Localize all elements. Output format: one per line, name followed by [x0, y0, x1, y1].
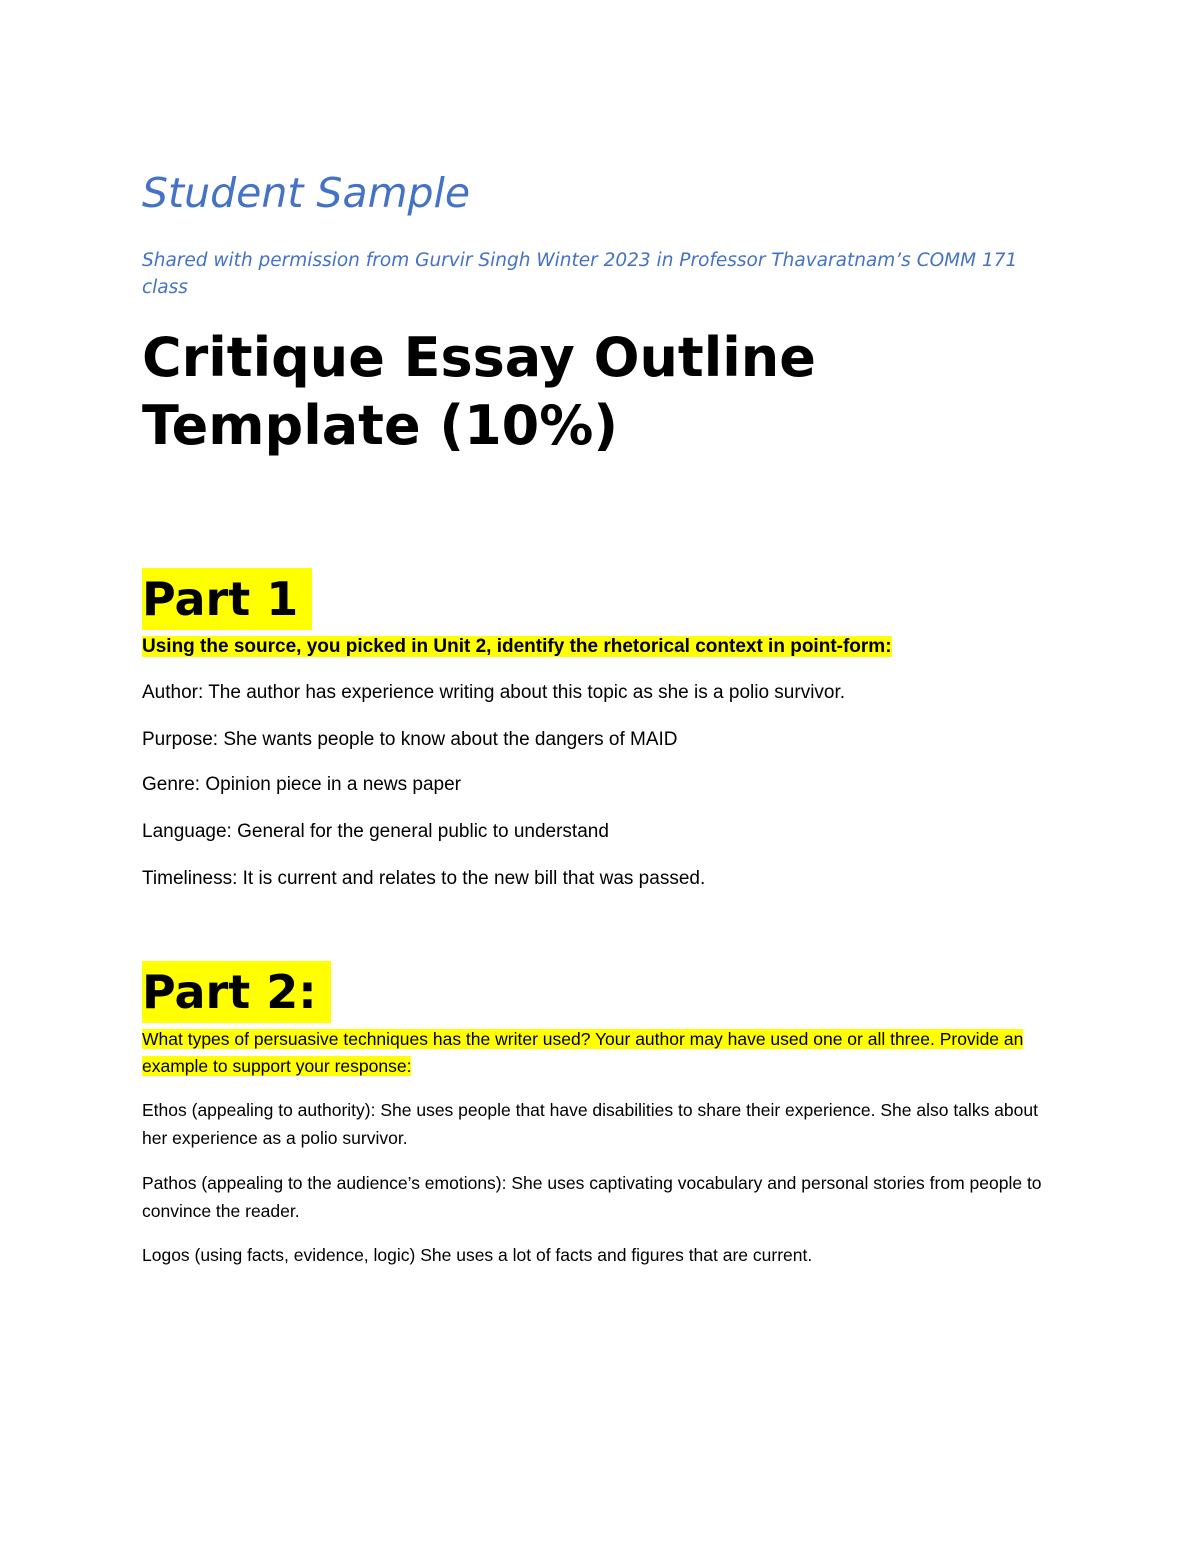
student-sample-label: Student Sample: [142, 169, 471, 217]
document-title: Critique Essay Outline Template (10%): [142, 326, 816, 457]
part1-prompt: [142, 633, 892, 661]
part1-author-answer: Author: The author has experience writing about this topic as she is a polio survivor.: [142, 682, 846, 703]
part2-pathos-answer: Pathos (appealing to the audience’s emotions): She uses captivating vocabulary and personal stories from people to convince the reader.: [142, 1173, 1042, 1221]
part2-heading: Part 2:: [142, 961, 331, 1023]
part1-purpose-answer: Purpose: She wants people to know about the dangers of MAID: [142, 729, 678, 750]
part2-prompt: [142, 1026, 1062, 1080]
part2-logos-answer: Logos (using facts, evidence, logic) She uses a lot of facts and figures that are current.: [142, 1245, 813, 1265]
part1-prompt-text: Using the source, you picked in Unit 2, identify the rhetorical context in point-form:: [142, 636, 892, 657]
part1-heading: Part 1: [142, 568, 312, 630]
permission-note: Shared with permission from Gurvir Singh Winter 2023 in Professor Thavaratnam’s COMM 171 class: [142, 250, 1018, 298]
part2-prompt-text: What types of persuasive techniques has the writer used? Your author may have used one or all three. Provide an example to support your response:: [142, 1029, 1024, 1076]
part1-timeliness-answer: Timeliness: It is current and relates to the new bill that was passed.: [142, 868, 706, 889]
part2-ethos-answer: Ethos (appealing to authority): She uses people that have disabilities to share their experience. She also talks about her experience as a polio survivor.: [142, 1100, 1038, 1148]
part1-language-answer: Language: General for the general public to understand: [142, 821, 609, 842]
part1-genre-answer: Genre: Opinion piece in a news paper: [142, 774, 461, 795]
